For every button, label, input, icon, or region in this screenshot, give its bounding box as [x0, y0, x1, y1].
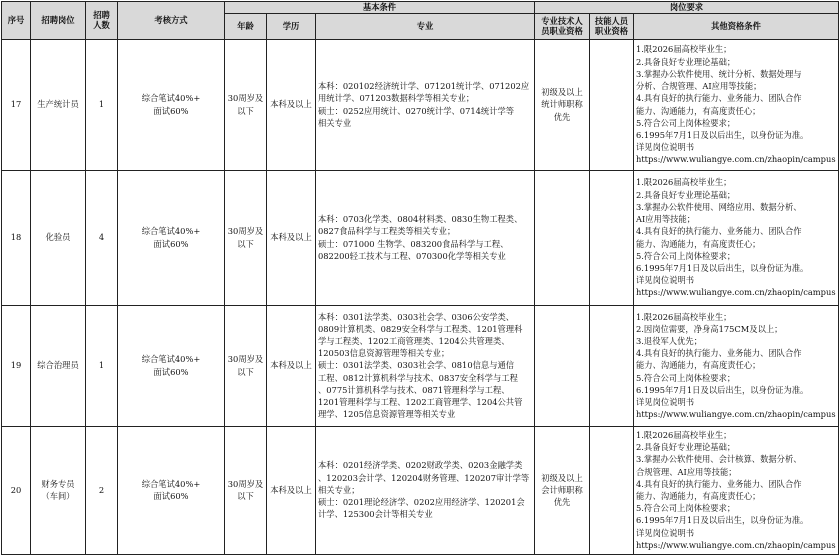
cell-count: 1 [86, 305, 118, 426]
cell-seq: 20 [2, 426, 31, 554]
table-body [2, 39, 839, 554]
header-education: 学历 [267, 13, 316, 39]
cell-major: 本科：020102经济统计学、071201统计学、071202应 用统计学、071203数据科学等相关专业； 硕士：0252应用统计、0270统计学、0714统计学等 相关专业 [316, 39, 535, 170]
cell-seq: 18 [2, 170, 31, 305]
header-assessment: 考核方式 [118, 2, 225, 40]
header-skill-qualification: 技能人员 职业资格 [590, 13, 634, 39]
table-row [2, 305, 839, 426]
cell-age: 30周岁及 以下 [225, 426, 267, 554]
cell-position: 化验员 [31, 170, 86, 305]
cell-count: 1 [86, 39, 118, 170]
cell-seq: 17 [2, 39, 31, 170]
cell-assessment: 综合笔试40%+ 面试60% [118, 426, 225, 554]
header-basic-conditions: 基本条件 [225, 2, 535, 14]
cell-assessment: 综合笔试40%+ 面试60% [118, 170, 225, 305]
cell-seq: 19 [2, 305, 31, 426]
cell-education: 本科及以上 [267, 170, 316, 305]
cell-skill-qualification [590, 170, 634, 305]
header-other-conditions: 其他资格条件 [634, 13, 839, 39]
table-row [2, 426, 839, 554]
header-seq: 序号 [2, 2, 31, 40]
cell-major: 本科：0703化学类、0804材料类、0830生物工程类、 0827食品科学与工程类等相关专业； 硕士：071000 生物学、083200食品科学与工程、 082200轻工技术与工程、070300化学等相关专业 [316, 170, 535, 305]
cell-other-conditions: 1.限2026届高校毕业生； 2.因岗位需要，净身高175CM及以上； 3.退役军人优先； 4.具有良好的执行能力、业务能力、团队合作 能力、沟通能力，有高度责任心； 5.符合公司上岗体检要求； 6.1995年7月1日及以后出生，以身份证为准。 详见岗位说明书 https://www.wuliangye.com.cn/zhaopin/campus [634, 305, 839, 426]
cell-position: 财务专员 （车间） [31, 426, 86, 554]
header-job-requirements: 岗位要求 [535, 2, 839, 14]
cell-other-conditions: 1.限2026届高校毕业生； 2.具备良好专业理论基础； 3.掌握办公软件使用、网络应用、数据分析、 AI应用等技能； 4.具有良好的执行能力、业务能力、团队合作 能力、沟通能力，有高度责任心； 5.符合公司上岗体检要求； 6.1995年7月1日及以后出生，以身份证为准。 详见岗位说明书 https://www.wuliangye.com.cn/zhaopin/campus [634, 170, 839, 305]
cell-age: 30周岁及 以下 [225, 170, 267, 305]
cell-count: 2 [86, 426, 118, 554]
cell-skill-qualification [590, 305, 634, 426]
cell-count: 4 [86, 170, 118, 305]
table-header [2, 2, 839, 40]
cell-major: 本科：0301法学类、0303社会学、0306公安学类、 0809计算机类、0829安全科学与工程类、1201管理科 学与工程类、1202工商管理类、1204公共管理类、 120503信息资源管理等相关专业； 硕士：0301法学类、0303社会学、0810信息与通信 工程、0812计算机科学与技术、0837安全科学与工程 、0775计算机科学与技术、0871管理科学与工程、 1201管理科学与工程、1202工商管理学、1204公共管 理学、1205信息资源管理等相关专业 [316, 305, 535, 426]
header-age: 年龄 [225, 13, 267, 39]
cell-tech-qualification [535, 170, 590, 305]
header-tech-qualification: 专业技术人 员职业资格 [535, 13, 590, 39]
cell-skill-qualification [590, 426, 634, 554]
cell-major: 本科：0201经济学类、0202财政学类、0203金融学类 、120203会计学、120204财务管理、120207审计学等 相关专业； 硕士：0201理论经济学、0202应用经济学、120201会 计学、125300会计等相关专业 [316, 426, 535, 554]
cell-age: 30周岁及 以下 [225, 39, 267, 170]
table-row [2, 170, 839, 305]
recruitment-table [1, 1, 839, 555]
cell-age: 30周岁及 以下 [225, 305, 267, 426]
cell-education: 本科及以上 [267, 39, 316, 170]
cell-education: 本科及以上 [267, 305, 316, 426]
cell-tech-qualification [535, 305, 590, 426]
cell-assessment: 综合笔试40%+ 面试60% [118, 39, 225, 170]
cell-other-conditions: 1.限2026届高校毕业生； 2.具备良好专业理论基础； 3.掌握办公软件使用、会计核算、数据分析、 合规管理、AI应用等技能； 4.具有良好的执行能力、业务能力、团队合作 能力、沟通能力，有高度责任心； 5.符合公司上岗体检要求； 6.1995年7月1日及以后出生，以身份证为准。 详见岗位说明书 https://www.wuliangye.com.cn/zhaopin/campus [634, 426, 839, 554]
cell-skill-qualification [590, 39, 634, 170]
cell-position: 综合治理员 [31, 305, 86, 426]
cell-position: 生产统计员 [31, 39, 86, 170]
header-count: 招聘 人数 [86, 2, 118, 40]
cell-tech-qualification: 初级及以上 统计师职称 优先 [535, 39, 590, 170]
cell-assessment: 综合笔试40%+ 面试60% [118, 305, 225, 426]
cell-tech-qualification: 初级及以上 会计师职称 优先 [535, 426, 590, 554]
cell-other-conditions: 1.限2026届高校毕业生； 2.具备良好专业理论基础； 3.掌握办公软件使用、统计分析、数据处理与 分析、合规管理、AI应用等技能； 4.具有良好的执行能力、业务能力、团队合作 能力、沟通能力，有高度责任心； 5.符合公司上岗体检要求； 6.1995年7月1日及以后出生，以身份证为准。 详见岗位说明书 https://www.wuliangye.com.cn/zhaopin/campus [634, 39, 839, 170]
header-major: 专业 [316, 13, 535, 39]
header-position: 招聘岗位 [31, 2, 86, 40]
table-row [2, 39, 839, 170]
cell-education: 本科及以上 [267, 426, 316, 554]
